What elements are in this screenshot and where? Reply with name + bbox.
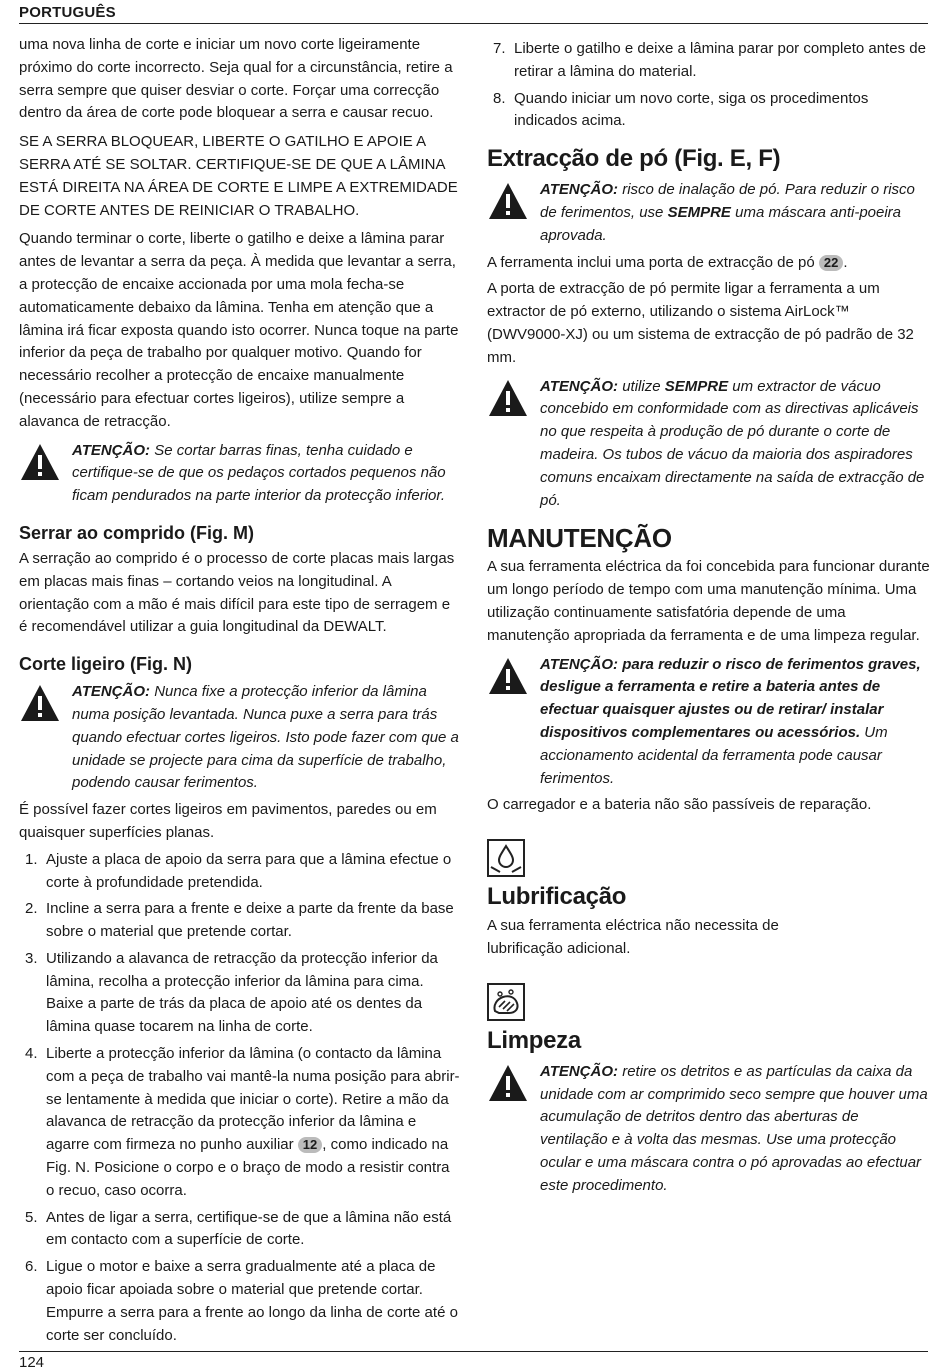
footer-rule [19, 1351, 928, 1352]
warning-vacuum: ATENÇÃO: utilize SEMPRE um extractor de vácuo concebido em conformidade com as directivas aplicáveis no que respeita à produção de pó durante o corte de madeira. Os tubos de vácuo da maioria dos aspiradores comuns encaixam directamente na saída de extracção de pó. [487, 376, 930, 513]
warning-triangle-icon [19, 442, 61, 482]
page-header-language: PORTUGUÊS [19, 4, 116, 21]
warning-label: ATENÇÃO: [72, 441, 151, 459]
page-number: 124 [19, 1354, 45, 1371]
list-item: 8. Quando iniciar um novo corte, siga os procedimentos indicados acima. [493, 89, 869, 130]
plunge-steps-continued [487, 38, 930, 133]
part-number-badge: 12 [298, 1137, 322, 1153]
warning-triangle-icon [487, 1063, 529, 1103]
warning-text: Se cortar barras finas, tenha cuidado e certifique-se de que os pedaços cortados pequenos não ficam pendurados na parte interior da protecção inferior. [72, 441, 446, 505]
warning-label: ATENÇÃO: [72, 683, 151, 701]
paragraph-plunge-intro: É possível fazer cortes ligeiros em pavimentos, paredes ou em quaisquer superfícies planas. [19, 801, 437, 841]
part-number-badge: 22 [819, 255, 843, 271]
cleaning-hands-icon [487, 983, 525, 1021]
warning-triangle-icon [487, 656, 529, 696]
warning-thin-strips [19, 440, 462, 508]
list-item: 5. Antes de ligar a serra, certifique-se de que a lâmina não está em contacto com a superfície de corte. [25, 1208, 452, 1249]
heading-rip-cutting: Serrar ao comprido (Fig. M) [19, 522, 255, 543]
paragraph-uppercase-notice: SE A SERRA BLOQUEAR, LIBERTE O GATILHO E APOIE A SERRA ATÉ SE SOLTAR. CERTIFIQUE-SE DE QUE A LÂMINA ESTÁ DIREITA NA ÁREA DE CORTE E LIMPE A EXTREMIDADE DE CORTE ANTES DE REINICIAR O TRABALHO. [19, 133, 458, 219]
warning-dust-inhalation: ATENÇÃO: risco de inalação de pó. Para reduzir o risco de ferimentos, use SEMPRE uma máscara anti-poeira aprovada. [487, 179, 930, 247]
heading-lubrication: Lubrificação [487, 883, 627, 911]
list-item: 6. Ligue o motor e baixe a serra gradualmente até a placa de apoio ficar apoiada sobre o material que pretende cortar. Empurre a serra para a frente ao longo da linha de corte até o corte ser concluído. [25, 1258, 458, 1344]
plunge-steps-list [19, 849, 462, 1348]
warning-text: Nunca fixe a protecção inferior da lâmina numa posição levantada. Nunca puxe a serra para trás quando efectuar cortes ligeiros. Isto pode fazer com que a unidade se projecte para cima da superfície de trabalho, podendo causar ferimentos. [72, 683, 459, 792]
list-item: 1. Ajuste a placa de apoio da serra para que a lâmina efectue o corte à profundidade pretendida. [25, 850, 452, 891]
paragraph-dust-system: A porta de extracção de pó permite ligar a ferramenta a um extractor de pó externo, utilizando o sistema AirLock™ (DWV9000-XJ) ou um sistema de extracção de pó padrão de 32 mm. [487, 280, 914, 366]
paragraph-lubrication: A sua ferramenta eléctrica não necessita de lubrificação adicional. [487, 917, 779, 957]
warning-triangle-icon [487, 181, 529, 221]
warning-plunge [19, 681, 462, 795]
list-item: 7. Liberte o gatilho e deixe a lâmina parar por completo antes de retirar a lâmina do material. [493, 40, 926, 80]
list-item: 2. Incline a serra para a frente e deixe a parte da frente da base sobre o material que pretende cortar. [25, 900, 454, 941]
oil-drop-icon [487, 839, 525, 877]
left-column [19, 34, 462, 1351]
warning-cleaning: ATENÇÃO: retire os detritos e as partículas da caixa da unidade com ar comprimido seco sempre que houver uma acumulação de detritos dentro das aberturas de ventilação e à volta das mesmas. Use uma protecção ocular e uma máscara contra o pó aprovadas ao efectuar este procedimento. [487, 1061, 930, 1198]
paragraph-rip-cutting: A serração ao comprido é o processo de corte placas mais largas em placas mais finas – cortando veios na longitudinal. A orientação com a mão é mais difícil para este tipo de serragem e é recomendável utilizar a guia longitudinal da DEWALT. [19, 549, 455, 636]
heading-cleaning: Limpeza [487, 1026, 581, 1054]
paragraph-maintenance: A sua ferramenta eléctrica da foi concebida para funcionar durante um longo período de tempo com uma manutenção mínima. Uma utilização continuamente satisfatória depende de uma manutenção apropriada da ferramenta e de uma limpeza regular. [487, 558, 930, 644]
paragraph-finish-cut: Quando terminar o corte, liberte o gatilho e deixe a lâmina parar antes de levantar a serra da peça. À medida que levantar a serra, a protecção de encaixe accionada por uma mola fecha-se automaticamente debaixo da lâmina. Tenha em atenção que a lâmina irá ficar exposta quando isto ocorrer. Nunca toque na parte inferior da peça de trabalho por qualquer motivo. Quando for necessário recolher a protecção de encaixe manualmente (necessário para efectuar cortes ligeiros), utilize sempre a alavanca de retracção. [19, 230, 459, 430]
heading-plunge-cut: Corte ligeiro (Fig. N) [19, 654, 192, 675]
paragraph-dust-port: A ferramenta inclui uma porta de extracção de pó 22 . [487, 253, 848, 271]
warning-maintenance: ATENÇÃO: para reduzir o risco de ferimentos graves, desligue a ferramenta e retire a bateria antes de efectuar quaisquer ajustes ou de retirar/ instalar dispositivos complementares ou acessórios. Um accionamento acidental da ferramenta pode causar ferimentos. [487, 654, 930, 791]
paragraph-continuation: uma nova linha de corte e iniciar um novo corte ligeiramente próximo do corte incorrecto. Seja qual for a circunstância, retire a serra sempre que quiser desviar o corte. Forçar uma correcção dentro da área de corte pode bloquear a serra e causar recuo. [19, 36, 453, 122]
list-item: 3. Utilizando a alavanca de retracção da protecção inferior da lâmina, recolha a protecção inferior da lâmina para cima. Baixe a parte de trás da placa de apoio até os dentes da lâmina quase tocarem na linha de corte. [25, 949, 438, 1036]
warning-triangle-icon [19, 683, 61, 723]
header-rule [19, 23, 928, 24]
right-column [487, 34, 930, 1201]
paragraph-charger: O carregador e a bateria não são passíveis de reparação. [487, 796, 872, 814]
heading-dust-extraction: Extracção de pó (Fig. E, F) [487, 145, 781, 173]
list-item: 4. Liberte a protecção inferior da lâmina (o contacto da lâmina com a peça de trabalho vai mantê-la numa posição para abrir-se lentamente à medida que iniciar o corte). Retire a mão da alavanca de retracção da protecção inferior da lâmina e agarre com firmeza no punho auxiliar 12 , como indicado na Fig. N. Posicione o corpo e o braço de modo a resistir contra o recuo, caso ocorra. [25, 1045, 460, 1199]
heading-maintenance: MANUTENÇÃO [487, 523, 672, 554]
warning-triangle-icon [487, 378, 529, 418]
